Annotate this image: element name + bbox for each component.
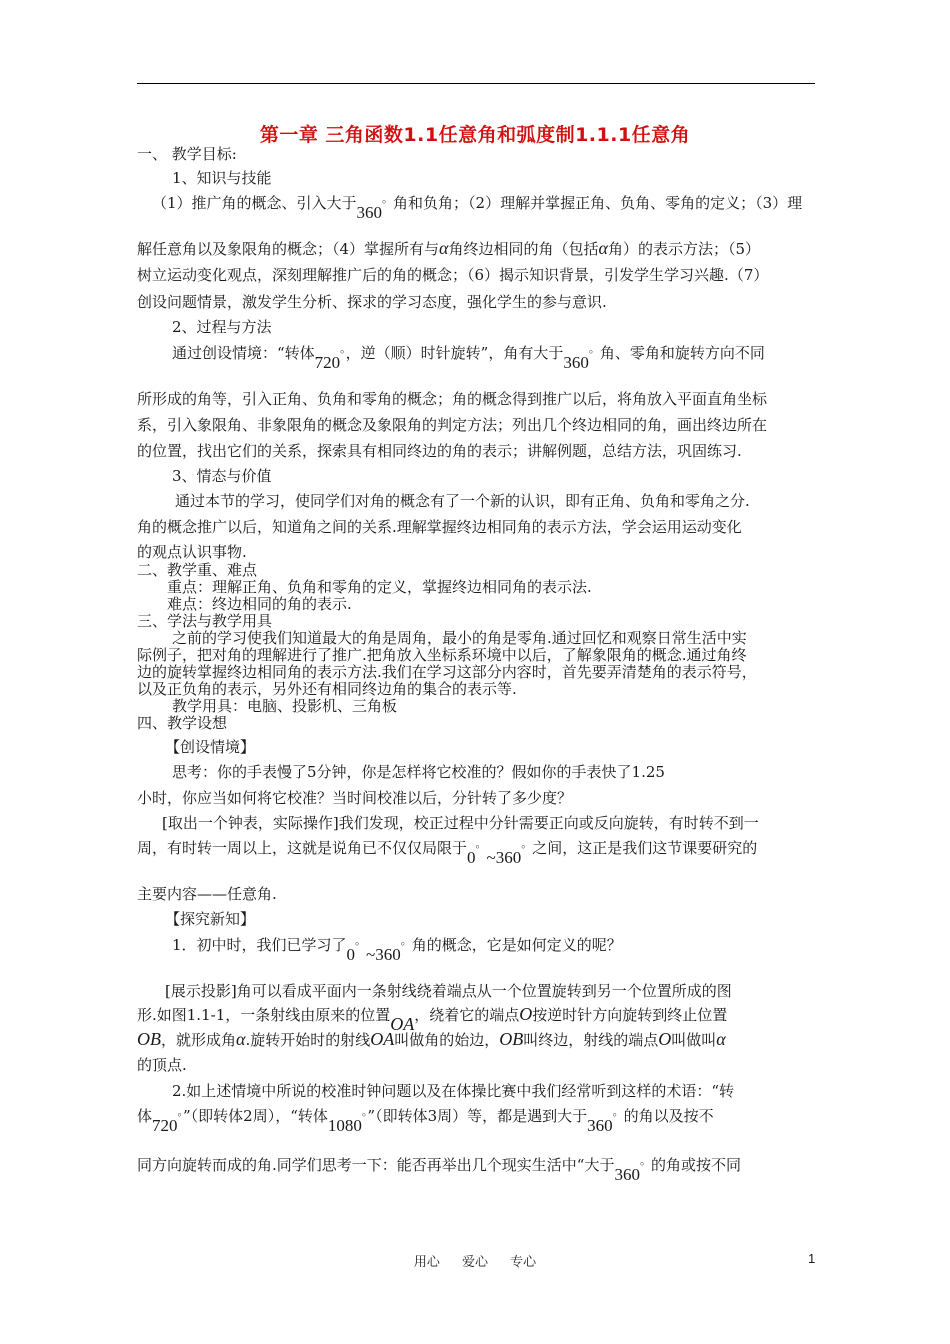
para-methods-line3: 边的旋转掌握终边相同角的表示方法.我们在学习这部分内容时，首先要弄清楚角的表示符号， [137,663,757,681]
page-footer: 用心 爱心 专心 [413,1255,537,1270]
para-think-line2: 小时，你应当如何将它校准？当时间校准以后，分针转了多少度？ [137,789,573,807]
para-process-line2: 所形成的角等，引入正角、负角和零角的概念；角的概念得到推广以后，将角放入平面直角坐标 [137,390,768,408]
subheading-values: 3、情态与价值 [172,467,272,485]
para-values-line3: 的观点认识事物. [137,543,247,561]
para-question-1: 1．初中时，我们已学习了0。~360。角的概念，它是如何定义的呢？ [172,934,622,964]
para-clock-line1: [取出一个钟表，实际操作]我们发现，校正过程中分针需要正向或反向旋转，有时转不到一 [162,814,759,832]
para-methods-line2: 际例子，把对角的理解进行了推广.把角放入坐标系环境中以后，了解象限角的概念.通过角终 [137,646,747,664]
section-heading-methods: 三、学法与教学用具 [137,612,273,630]
para-think-line1: 思考：你的手表慢了5分钟，你是怎样将它校准的？假如你的手表快了1.25 [172,763,665,781]
section-heading-design: 四、教学设想 [137,714,228,732]
para-gymnastics-line2: 体720。”（即转体2周），“转体1080。”（即转体3周）等，都是遇到大于360。的角以及按不 [137,1105,714,1135]
para-gymnastics-line1: 2.如上述情境中所说的校准时钟问题以及在体操比赛中我们经常听到这样的术语：“转 [172,1082,734,1100]
para-knowledge-line1: （1）推广角的概念、引入大于360。角和负角；（2）理解并掌握正角、负角、零角的定义；（3）理 [152,192,803,222]
header-rule [137,83,815,84]
para-knowledge-line4: 创设问题情景，激发学生分析、探求的学习态度，强化学生的参与意识. [137,293,607,311]
para-process-line1: 通过创设情境：“转体720。，逆（顺）时针旋转”，角有大于360。角、零角和旋转方向不同 [172,342,765,372]
para-process-line3: 系，引入象限角、非象限角的概念及象限角的判定方法；列出几个终边相同的角，画出终边所在 [137,416,768,434]
para-clock-line2: 周，有时转一周以上，这就是说角已不仅仅局限于0。~360。之间，这正是我们这节课要研究的 [137,837,758,867]
para-gymnastics-line3: 同方向旋转而成的角.同学们思考一下：能否再举出几个现实生活中“大于360。的角或按不同 [137,1154,741,1184]
para-methods-line4: 以及正负角的表示，另外还有相同终边角的集合的表示等. [137,680,517,698]
section-heading-keypoints: 二、教学重、难点 [137,561,258,579]
para-methods-line1: 之前的学习使我们知道最大的角是周角，最小的角是零角.通过回忆和观察日常生活中实 [172,629,747,647]
tag-create-situation: 【创设情境】 [165,738,256,756]
subheading-knowledge: 1、知识与技能 [172,169,272,187]
para-knowledge-line3: 树立运动变化观点，深刻理解推广后的角的概念；（6）揭示知识背景，引发学生学习兴趣.（7） [137,266,769,284]
para-projection-line2: 形.如图1.1-1，一条射线由原来的位置OA，绕着它的端点O按逆时针方向旋转到终止位置 [137,1004,728,1034]
para-values-line1: 通过本节的学习，使同学们对角的概念有了一个新的认识，即有正角、负角和零角之分. [175,492,750,510]
para-projection-line3: OB，就形成角α.旋转开始时的射线OA叫做角的始边，OB叫终边，射线的端点O叫做叫α [137,1029,726,1049]
para-knowledge-line2: 解任意角以及象限角的概念；（4）掌握所有与α角终边相同的角（包括α角）的表示方法；（5） [137,238,761,258]
para-process-line4: 的位置，找出它们的关系，探索具有相同终边的角的表示；讲解例题，总结方法，巩固练习. [137,442,742,460]
subheading-process: 2、过程与方法 [172,318,272,336]
teaching-tools: 教学用具：电脑、投影机、三角板 [172,697,398,715]
para-clock-line3: 主要内容——任意角. [137,885,277,903]
section-heading-objectives: 一、 教学目标: [137,145,237,163]
difficult-point: 难点：终边相同的角的表示. [167,595,352,613]
para-projection-line4: 的顶点. [137,1056,187,1074]
key-point: 重点：理解正角、负角和零角的定义，掌握终边相同角的表示法. [167,578,592,596]
tag-explore-new: 【探究新知】 [165,910,256,928]
para-values-line2: 角的概念推广以后，知道角之间的关系.理解掌握终边相同角的表示方法，学会运用运动变化 [137,518,742,536]
para-projection-line1: [展示投影]角可以看成平面内一条射线绕着端点从一个位置旋转到另一个位置所成的图 [165,982,732,1000]
page-number: 1 [808,1251,816,1266]
page-title: 第一章 三角函数1.1任意角和弧度制1.1.1任意角 [259,124,691,146]
